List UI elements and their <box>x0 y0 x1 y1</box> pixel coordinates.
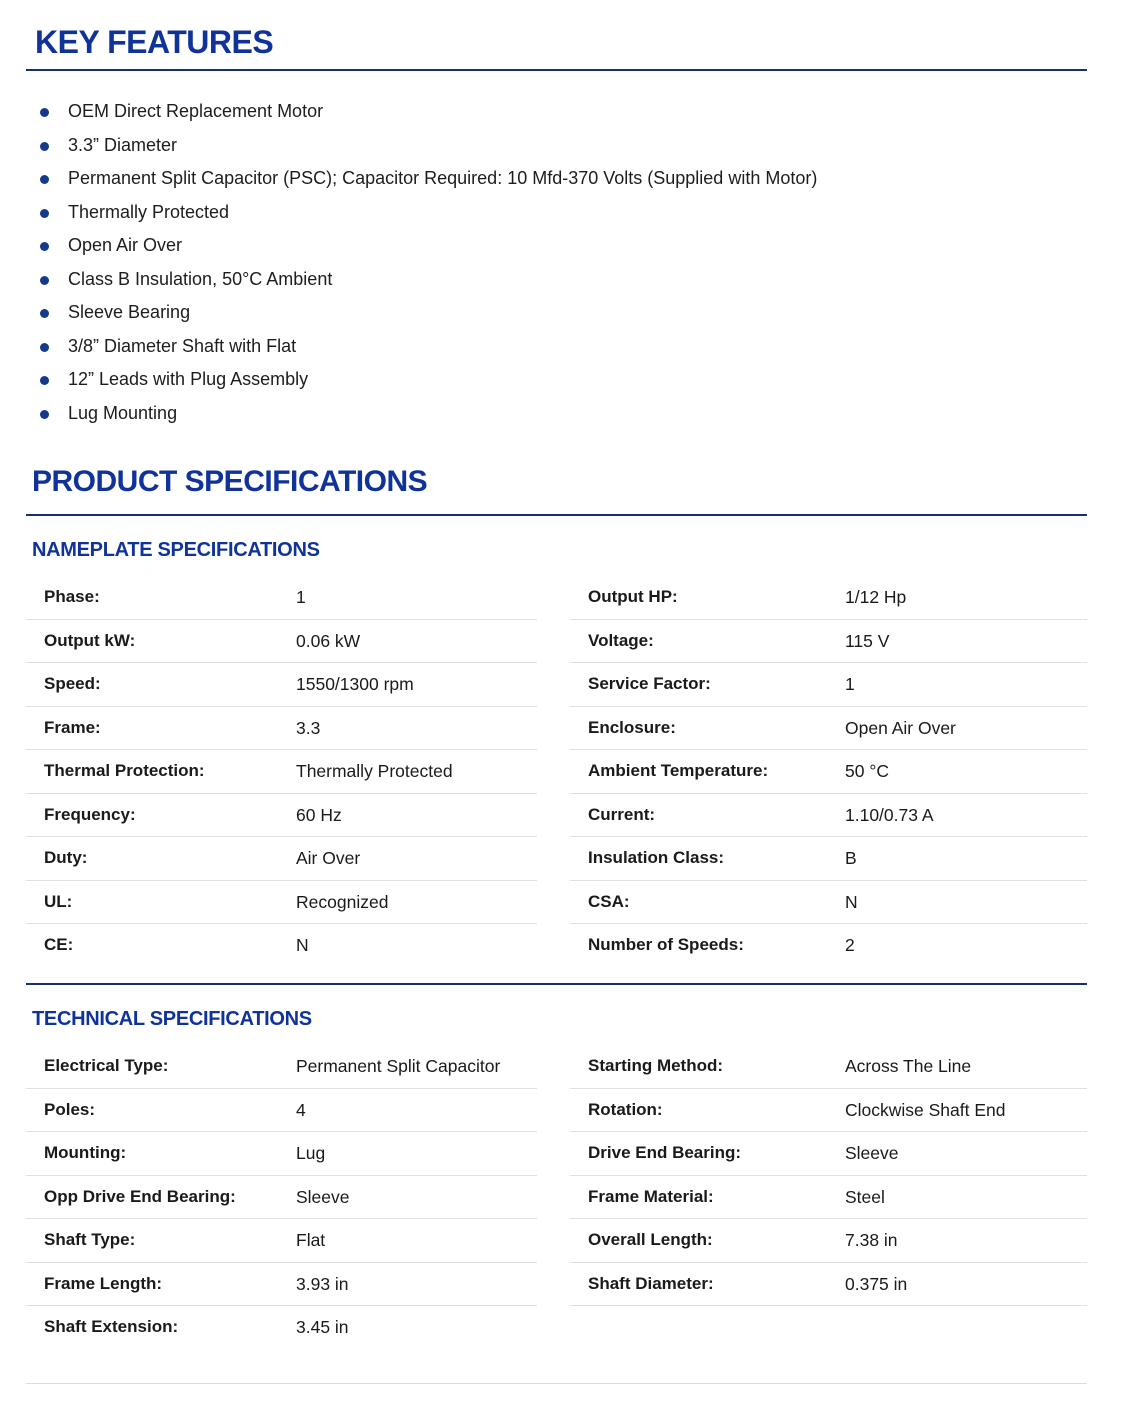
spec-label: Output kW: <box>44 630 136 650</box>
spec-row <box>570 881 1087 925</box>
bullet-icon <box>40 343 49 352</box>
feature-item <box>0 263 817 297</box>
spec-row <box>570 707 1087 751</box>
bullet-icon <box>40 242 49 251</box>
feature-item <box>0 129 817 163</box>
spec-label: CE: <box>44 935 74 954</box>
spec-label: Shaft Extension: <box>44 1317 179 1336</box>
spec-row <box>26 1045 537 1089</box>
spec-row <box>570 1176 1087 1220</box>
feature-text: 3.3” Diameter <box>68 134 178 155</box>
spec-label: Insulation Class: <box>588 848 725 867</box>
bullet-icon <box>40 209 49 218</box>
bottom-divider <box>26 1383 1087 1384</box>
spec-label: Frame: <box>44 717 101 737</box>
technical-specifications-divider <box>26 983 1087 985</box>
feature-text: Thermally Protected <box>68 201 230 222</box>
spec-value: 4 <box>296 1099 306 1120</box>
spec-value: 3.93 in <box>296 1273 349 1294</box>
spec-label: Frequency: <box>44 804 136 824</box>
spec-label: CSA: <box>588 891 630 911</box>
spec-value: N <box>845 891 858 912</box>
spec-row <box>570 837 1087 881</box>
feature-text: Sleeve Bearing <box>68 302 191 322</box>
feature-item <box>0 196 817 230</box>
spec-row <box>570 620 1087 664</box>
spec-label: Phase: <box>44 587 100 606</box>
spec-row <box>570 663 1087 707</box>
spec-row <box>570 1263 1087 1307</box>
spec-value: Flat <box>296 1230 326 1250</box>
spec-value: Across The Line <box>845 1056 972 1076</box>
feature-text: Class B Insulation, 50°C Ambient <box>68 268 333 289</box>
spec-label: Voltage: <box>588 630 654 650</box>
bullet-icon <box>40 376 49 385</box>
feature-item <box>0 229 817 263</box>
spec-label: Service Factor: <box>588 674 711 693</box>
spec-row <box>26 750 537 794</box>
spec-value: 3.3 <box>296 717 321 738</box>
feature-item <box>0 397 817 431</box>
spec-value: Sleeve <box>845 1143 899 1163</box>
technical-specs-right-table <box>570 1045 1087 1306</box>
spec-value: 50 °C <box>845 761 889 781</box>
spec-value: Open Air Over <box>845 717 956 738</box>
spec-value: 1 <box>296 587 306 607</box>
spec-value: 0.06 kW <box>296 630 361 651</box>
spec-row <box>26 1176 537 1220</box>
spec-value: 60 Hz <box>296 804 342 825</box>
feature-text: Lug Mounting <box>68 402 178 423</box>
spec-value: B <box>845 848 857 868</box>
spec-label: Overall Length: <box>588 1230 713 1249</box>
spec-value: Recognized <box>296 891 389 912</box>
spec-value: Sleeve <box>296 1186 350 1207</box>
bullet-icon <box>40 108 49 117</box>
spec-row <box>26 1132 537 1176</box>
spec-label: Enclosure: <box>588 717 676 737</box>
nameplate-specs-right-table <box>570 576 1087 967</box>
spec-value: 3.45 in <box>296 1317 349 1337</box>
spec-row <box>570 924 1087 967</box>
spec-label: UL: <box>44 891 73 911</box>
spec-label: Starting Method: <box>588 1056 724 1075</box>
bullet-icon <box>40 142 49 151</box>
spec-row <box>26 1219 537 1263</box>
spec-value: 115 V <box>845 630 890 651</box>
spec-value: Clockwise Shaft End <box>845 1099 1006 1120</box>
spec-label: Ambient Temperature: <box>588 761 769 780</box>
spec-value: 1550/1300 rpm <box>296 674 414 694</box>
spec-label: Shaft Type: <box>44 1230 136 1249</box>
technical-specs-left-table <box>26 1045 537 1349</box>
spec-label: Current: <box>588 804 656 824</box>
spec-label: Speed: <box>44 674 101 693</box>
nameplate-specifications-title: NAMEPLATE SPECIFICATIONS <box>32 539 320 561</box>
spec-label: Shaft Diameter: <box>588 1273 714 1293</box>
key-features-divider <box>26 69 1087 71</box>
spec-row <box>570 1089 1087 1133</box>
key-features-title: KEY FEATURES <box>35 24 274 60</box>
spec-row <box>26 707 537 751</box>
spec-label: Electrical Type: <box>44 1056 169 1075</box>
spec-value: N <box>296 935 309 955</box>
spec-value: Permanent Split Capacitor <box>296 1056 501 1076</box>
product-specifications-title: PRODUCT SPECIFICATIONS <box>32 465 428 498</box>
spec-label: Frame Material: <box>588 1186 714 1206</box>
feature-text: OEM Direct Replacement Motor <box>68 101 324 121</box>
feature-item <box>0 296 817 330</box>
spec-value: 1 <box>845 674 855 694</box>
spec-row <box>570 1132 1087 1176</box>
spec-row <box>26 881 537 925</box>
bullet-icon <box>40 175 49 184</box>
spec-row <box>26 1089 537 1133</box>
product-specifications-divider <box>26 514 1087 516</box>
spec-row <box>26 924 537 967</box>
spec-value: 7.38 in <box>845 1230 898 1250</box>
spec-value: Lug <box>296 1143 326 1163</box>
spec-row <box>570 1045 1087 1089</box>
feature-text: 12” Leads with Plug Assembly <box>68 369 309 389</box>
bullet-icon <box>40 410 49 419</box>
spec-label: Rotation: <box>588 1099 663 1119</box>
spec-row <box>26 837 537 881</box>
spec-label: Opp Drive End Bearing: <box>44 1186 236 1206</box>
spec-label: Frame Length: <box>44 1273 163 1293</box>
technical-specifications-title: TECHNICAL SPECIFICATIONS <box>32 1008 312 1030</box>
feature-text: 3/8” Diameter Shaft with Flat <box>68 335 297 356</box>
spec-label: Poles: <box>44 1099 96 1119</box>
spec-value: 1/12 Hp <box>845 587 907 607</box>
spec-label: Duty: <box>44 848 88 867</box>
feature-item <box>0 363 817 397</box>
spec-row <box>26 1306 537 1349</box>
feature-item <box>0 330 817 364</box>
spec-label: Output HP: <box>588 587 678 606</box>
spec-value: 2 <box>845 935 855 955</box>
spec-value: Steel <box>845 1186 885 1207</box>
spec-value: 0.375 in <box>845 1273 908 1294</box>
spec-value: Air Over <box>296 848 361 868</box>
spec-row <box>26 1263 537 1307</box>
spec-row <box>26 794 537 838</box>
feature-item <box>0 162 817 196</box>
spec-row <box>26 620 537 664</box>
spec-label: Drive End Bearing: <box>588 1143 742 1162</box>
bullet-icon <box>40 276 49 285</box>
spec-row <box>570 1219 1087 1263</box>
spec-label: Number of Speeds: <box>588 935 744 954</box>
spec-row <box>570 576 1087 620</box>
spec-row <box>570 750 1087 794</box>
feature-text: Permanent Split Capacitor (PSC); Capacitor Required: 10 Mfd-370 Volts (Supplied with Motor) <box>68 168 818 188</box>
bullet-icon <box>40 309 49 318</box>
nameplate-specs-left-table <box>26 576 537 967</box>
spec-row <box>26 663 537 707</box>
spec-label: Mounting: <box>44 1143 127 1162</box>
key-features-list <box>0 95 817 430</box>
spec-row <box>570 794 1087 838</box>
spec-value: Thermally Protected <box>296 761 453 781</box>
feature-text: Open Air Over <box>68 235 183 255</box>
spec-value: 1.10/0.73 A <box>845 804 934 825</box>
spec-row <box>26 576 537 620</box>
spec-label: Thermal Protection: <box>44 761 205 780</box>
feature-item <box>0 95 817 129</box>
